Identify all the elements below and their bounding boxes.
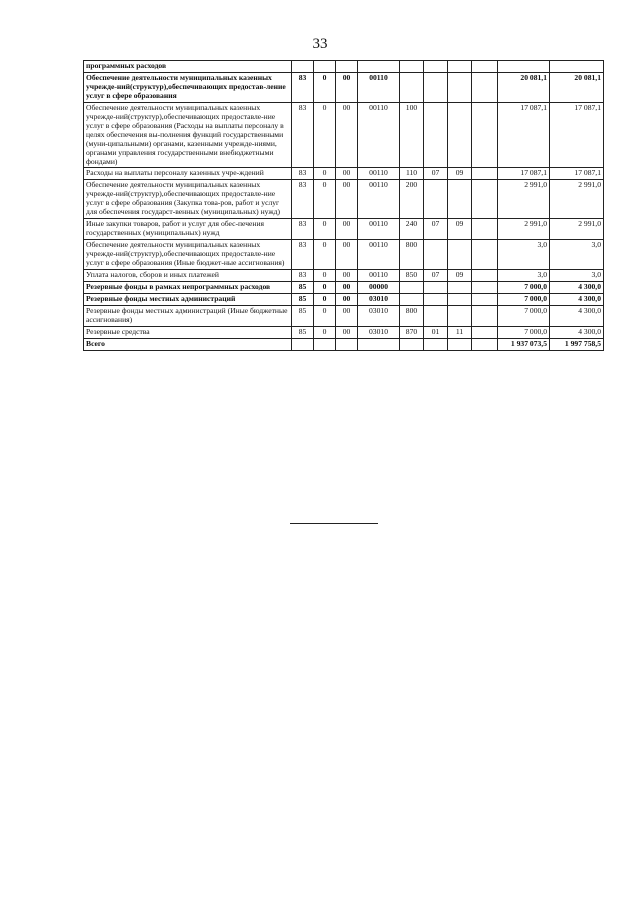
code-cell bbox=[424, 338, 448, 350]
code-cell: 00 bbox=[336, 270, 358, 282]
code-cell bbox=[424, 180, 448, 219]
code-cell: 0 bbox=[314, 293, 336, 305]
amount-cell bbox=[550, 61, 604, 73]
amount-cell: 20 081,1 bbox=[550, 72, 604, 102]
code-cell: 09 bbox=[448, 168, 472, 180]
budget-table bbox=[83, 60, 604, 351]
table-row bbox=[84, 281, 604, 293]
amount-cell: 4 300,0 bbox=[550, 293, 604, 305]
code-cell bbox=[400, 61, 424, 73]
code-cell: 00110 bbox=[358, 180, 400, 219]
amount-cell: 3,0 bbox=[498, 270, 550, 282]
code-cell: 100 bbox=[400, 102, 424, 168]
code-cell: 0 bbox=[314, 305, 336, 326]
code-cell: 0 bbox=[314, 326, 336, 338]
table-row bbox=[84, 168, 604, 180]
code-cell: 07 bbox=[424, 168, 448, 180]
amount-cell: 20 081,1 bbox=[498, 72, 550, 102]
code-cell: 0 bbox=[314, 168, 336, 180]
code-cell: 00000 bbox=[358, 281, 400, 293]
code-cell: 85 bbox=[292, 293, 314, 305]
table-row bbox=[84, 72, 604, 102]
code-cell bbox=[472, 61, 498, 73]
code-cell bbox=[400, 72, 424, 102]
code-cell bbox=[336, 61, 358, 73]
code-cell: 83 bbox=[292, 219, 314, 240]
amount-cell: 2 991,0 bbox=[498, 180, 550, 219]
code-cell bbox=[472, 102, 498, 168]
code-cell: 03010 bbox=[358, 326, 400, 338]
row-name-cell: Обеспечение деятельности муниципальных казенных учрежде-ний(структур),обеспечивающих предоставле-ние услуг в сфере образования (Расходы на выплаты персоналу в целях обеспечения вы-полнения функций государственными (муни-ципальными) органами, казенными учрежде-ниями, органами управления государственными внебюджетными фондами) bbox=[84, 102, 292, 168]
amount-cell: 7 000,0 bbox=[498, 281, 550, 293]
code-cell bbox=[424, 61, 448, 73]
code-cell: 85 bbox=[292, 305, 314, 326]
table-row bbox=[84, 102, 604, 168]
code-cell bbox=[472, 293, 498, 305]
row-name-cell: Обеспечение деятельности муниципальных казенных учрежде-ний(структур),обеспечивающих предоставле-ние услуг в сфере образования (Закупка това-ров, работ и услуг для обеспечения государст-венных (муниципальных) нужд) bbox=[84, 180, 292, 219]
row-name-cell: Обеспечение деятельности муниципальных казенных учрежде-ний(структур),обеспечивающих предоставле-ние услуг в сфере образования (Иные бюджет-ные ассигнования) bbox=[84, 240, 292, 270]
code-cell: 11 bbox=[448, 326, 472, 338]
code-cell: 03010 bbox=[358, 305, 400, 326]
amount-cell: 3,0 bbox=[550, 240, 604, 270]
code-cell: 00110 bbox=[358, 168, 400, 180]
code-cell: 00 bbox=[336, 180, 358, 219]
code-cell bbox=[424, 240, 448, 270]
code-cell: 01 bbox=[424, 326, 448, 338]
amount-cell: 7 000,0 bbox=[498, 293, 550, 305]
code-cell: 03010 bbox=[358, 293, 400, 305]
code-cell bbox=[400, 338, 424, 350]
code-cell: 83 bbox=[292, 168, 314, 180]
code-cell bbox=[314, 338, 336, 350]
code-cell: 83 bbox=[292, 72, 314, 102]
code-cell: 83 bbox=[292, 102, 314, 168]
code-cell bbox=[314, 61, 336, 73]
table-row bbox=[84, 293, 604, 305]
code-cell: 00110 bbox=[358, 102, 400, 168]
table-row bbox=[84, 338, 604, 350]
row-name-cell: Расходы на выплаты персоналу казенных учре-ждений bbox=[84, 168, 292, 180]
amount-cell: 3,0 bbox=[550, 270, 604, 282]
code-cell: 00 bbox=[336, 305, 358, 326]
code-cell: 00 bbox=[336, 240, 358, 270]
code-cell: 83 bbox=[292, 180, 314, 219]
code-cell bbox=[336, 338, 358, 350]
table-row bbox=[84, 326, 604, 338]
row-name-cell: программных расходов bbox=[84, 61, 292, 73]
code-cell: 0 bbox=[314, 281, 336, 293]
row-name-cell: Резервные средства bbox=[84, 326, 292, 338]
code-cell: 200 bbox=[400, 180, 424, 219]
code-cell: 0 bbox=[314, 180, 336, 219]
code-cell: 00 bbox=[336, 219, 358, 240]
code-cell bbox=[292, 61, 314, 73]
row-name-cell: Иные закупки товаров, работ и услуг для обес-печения государственных (муниципальных) нужд bbox=[84, 219, 292, 240]
code-cell bbox=[424, 102, 448, 168]
code-cell: 00 bbox=[336, 326, 358, 338]
table-row bbox=[84, 61, 604, 73]
amount-cell: 2 991,0 bbox=[498, 219, 550, 240]
closing-rule bbox=[290, 523, 378, 524]
code-cell bbox=[448, 281, 472, 293]
code-cell bbox=[448, 102, 472, 168]
code-cell bbox=[448, 240, 472, 270]
code-cell: 00110 bbox=[358, 240, 400, 270]
code-cell: 800 bbox=[400, 240, 424, 270]
code-cell: 00 bbox=[336, 72, 358, 102]
amount-cell: 3,0 bbox=[498, 240, 550, 270]
amount-cell: 7 000,0 bbox=[498, 305, 550, 326]
amount-cell: 17 087,1 bbox=[550, 168, 604, 180]
code-cell: 83 bbox=[292, 240, 314, 270]
code-cell: 00 bbox=[336, 102, 358, 168]
code-cell: 00 bbox=[336, 281, 358, 293]
code-cell bbox=[424, 72, 448, 102]
code-cell bbox=[400, 293, 424, 305]
code-cell bbox=[358, 338, 400, 350]
code-cell: 00110 bbox=[358, 219, 400, 240]
amount-cell bbox=[498, 61, 550, 73]
code-cell: 85 bbox=[292, 326, 314, 338]
code-cell: 85 bbox=[292, 281, 314, 293]
code-cell bbox=[424, 305, 448, 326]
code-cell: 00110 bbox=[358, 270, 400, 282]
code-cell: 07 bbox=[424, 219, 448, 240]
code-cell: 09 bbox=[448, 270, 472, 282]
code-cell bbox=[472, 338, 498, 350]
code-cell bbox=[448, 338, 472, 350]
table-row bbox=[84, 270, 604, 282]
code-cell bbox=[472, 240, 498, 270]
code-cell bbox=[448, 72, 472, 102]
code-cell: 870 bbox=[400, 326, 424, 338]
code-cell: 83 bbox=[292, 270, 314, 282]
code-cell: 09 bbox=[448, 219, 472, 240]
code-cell bbox=[292, 338, 314, 350]
row-name-cell: Резервные фонды местных администраций (Иные бюджетные ассигнования) bbox=[84, 305, 292, 326]
code-cell bbox=[448, 61, 472, 73]
code-cell: 00 bbox=[336, 293, 358, 305]
code-cell bbox=[424, 281, 448, 293]
amount-cell: 17 087,1 bbox=[498, 102, 550, 168]
amount-cell: 1 937 073,5 bbox=[498, 338, 550, 350]
row-name-cell: Резервные фонды местных администраций bbox=[84, 293, 292, 305]
amount-cell: 2 991,0 bbox=[550, 180, 604, 219]
table-row bbox=[84, 219, 604, 240]
amount-cell: 17 087,1 bbox=[498, 168, 550, 180]
page-number: 33 bbox=[312, 36, 328, 52]
row-name-cell: Уплата налогов, сборов и иных платежей bbox=[84, 270, 292, 282]
amount-cell: 1 997 758,5 bbox=[550, 338, 604, 350]
code-cell bbox=[472, 305, 498, 326]
code-cell: 0 bbox=[314, 72, 336, 102]
table-body bbox=[84, 61, 604, 351]
amount-cell: 4 300,0 bbox=[550, 326, 604, 338]
code-cell: 07 bbox=[424, 270, 448, 282]
code-cell bbox=[358, 61, 400, 73]
row-name-cell: Обеспечение деятельности муниципальных казенных учрежде-ний(структур),обеспечивающих предостав-ление услуг в сфере образования bbox=[84, 72, 292, 102]
table-row bbox=[84, 305, 604, 326]
code-cell: 00 bbox=[336, 168, 358, 180]
code-cell bbox=[448, 305, 472, 326]
amount-cell: 4 300,0 bbox=[550, 305, 604, 326]
code-cell bbox=[472, 326, 498, 338]
code-cell: 0 bbox=[314, 102, 336, 168]
amount-cell: 4 300,0 bbox=[550, 281, 604, 293]
code-cell bbox=[472, 281, 498, 293]
code-cell bbox=[472, 219, 498, 240]
code-cell: 110 bbox=[400, 168, 424, 180]
code-cell: 800 bbox=[400, 305, 424, 326]
table-row bbox=[84, 180, 604, 219]
row-name-cell: Всего bbox=[84, 338, 292, 350]
code-cell bbox=[472, 72, 498, 102]
code-cell: 850 bbox=[400, 270, 424, 282]
code-cell bbox=[400, 281, 424, 293]
code-cell bbox=[472, 270, 498, 282]
code-cell: 0 bbox=[314, 240, 336, 270]
code-cell bbox=[424, 293, 448, 305]
amount-cell: 17 087,1 bbox=[550, 102, 604, 168]
code-cell: 00110 bbox=[358, 72, 400, 102]
table-row bbox=[84, 240, 604, 270]
code-cell bbox=[472, 180, 498, 219]
code-cell: 0 bbox=[314, 219, 336, 240]
amount-cell: 2 991,0 bbox=[550, 219, 604, 240]
row-name-cell: Резервные фонды в рамках непрограммных расходов bbox=[84, 281, 292, 293]
code-cell bbox=[448, 180, 472, 219]
amount-cell: 7 000,0 bbox=[498, 326, 550, 338]
code-cell: 0 bbox=[314, 270, 336, 282]
code-cell bbox=[448, 293, 472, 305]
code-cell: 240 bbox=[400, 219, 424, 240]
code-cell bbox=[472, 168, 498, 180]
